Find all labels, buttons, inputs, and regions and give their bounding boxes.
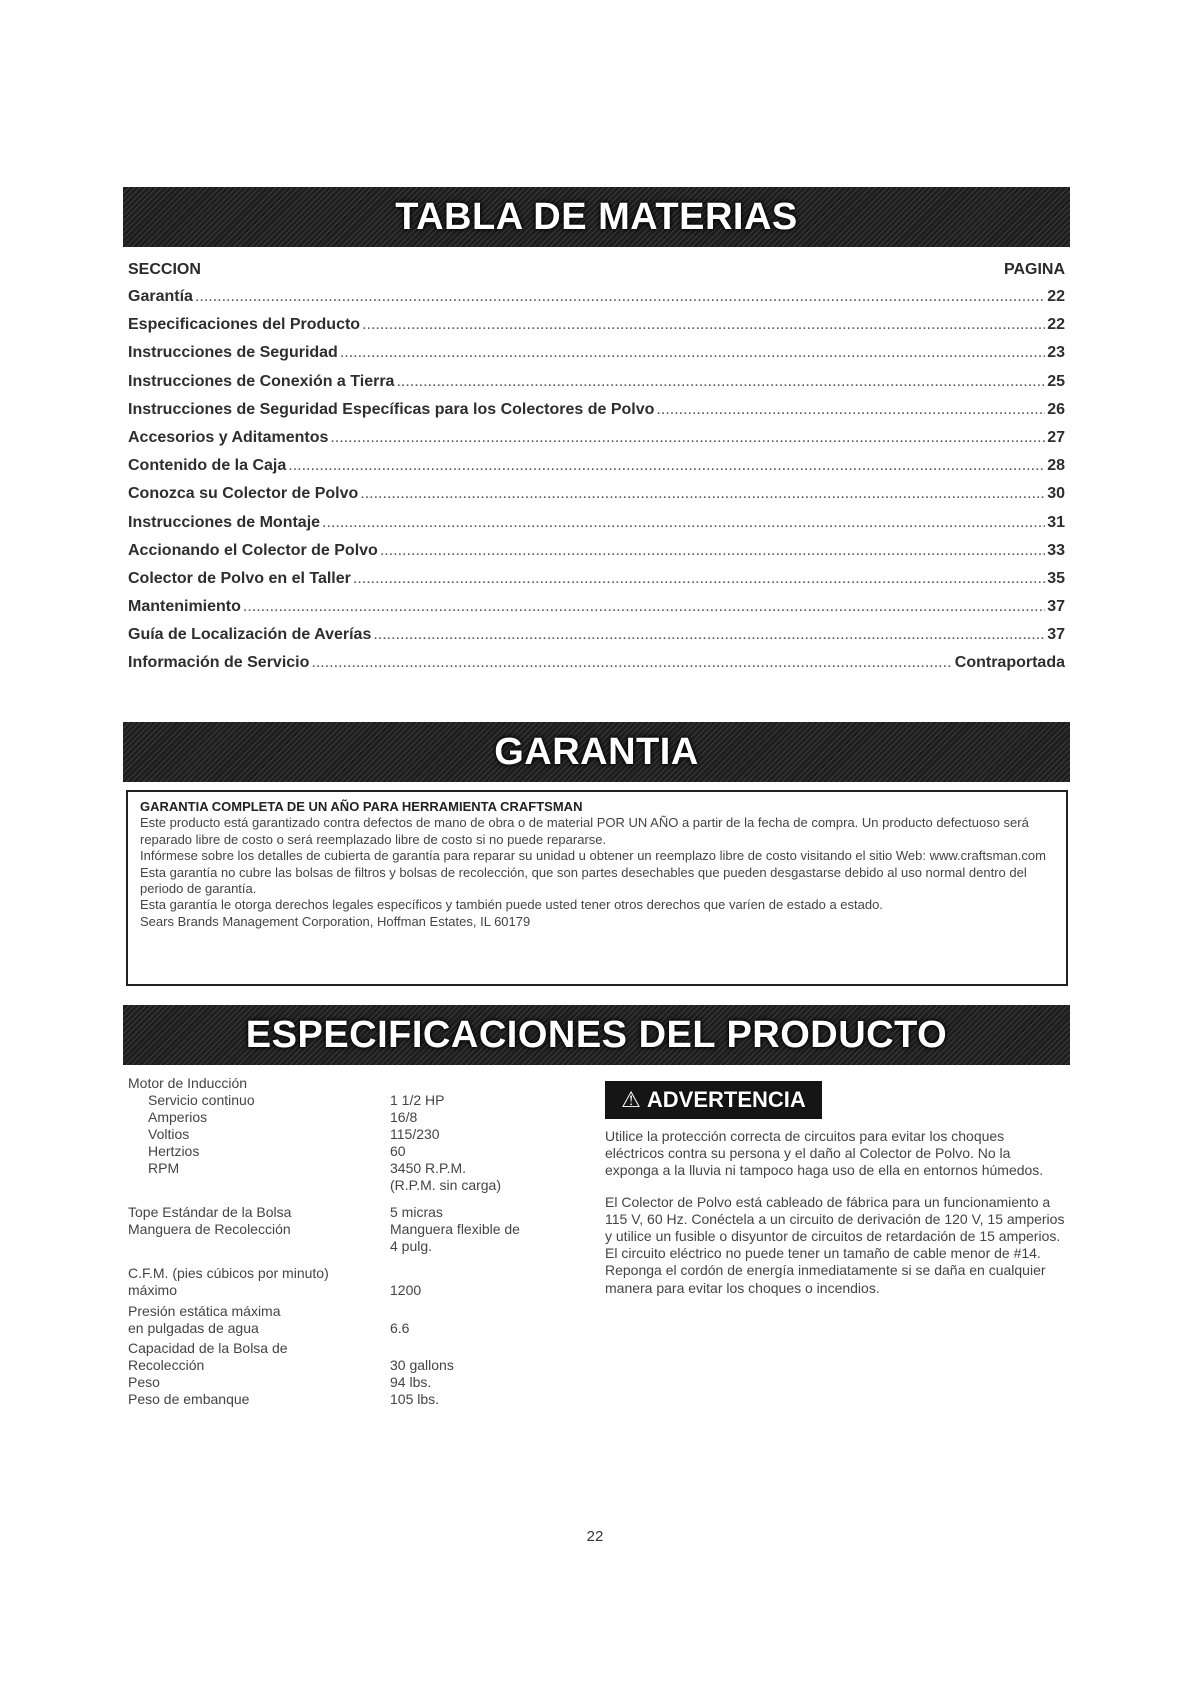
spec-row-servicio [128,1092,548,1109]
toc-item-conozca[interactable] [128,485,1065,513]
toc-leader-dots [311,654,952,672]
spec-value: 3450 R.P.M. [390,1160,467,1176]
toc-leader-dots [353,570,1045,588]
warning-paragraph: El Colector de Polvo está cableado de fábrica para un funcionamiento a 115 V, 60 Hz. Conéctela a un circuito de derivación de 120 V, 15 amperios y utilice un fusible o disyuntor de circuitos de retardación de 15 amperios. El circuito eléctrico no puede tener un tamaño de cable menor de #14. Reponga el cordón de energía inmediatamente si se daña en cualquier manera para evitar los choques o incendios. [605,1193,1065,1296]
toc-leader-dots [330,429,1045,447]
toc-item-conexion-tierra[interactable] [128,373,1065,401]
toc-item-page: 30 [1047,485,1065,503]
toc-item-page: 31 [1047,513,1065,531]
warning-text [605,1128,1065,1311]
toc-item-montaje[interactable] [128,514,1065,542]
page-number: 22 [586,1528,604,1545]
specs-banner [123,1005,1070,1065]
spec-row-capacidad-rec [128,1357,548,1374]
spec-row-hertzios [128,1143,548,1160]
toc-item-label: Accesorios y Aditamentos [128,428,329,446]
toc-item-label: Instrucciones de Conexión a Tierra [128,372,395,390]
spec-value: 30 gallons [390,1357,454,1373]
toc-leader-dots [362,316,1045,334]
toc-item-label: Conozca su Colector de Polvo [128,485,359,503]
spec-row-voltios [128,1126,548,1143]
spec-label: Peso de embanque [128,1391,250,1407]
spec-row-motor [128,1075,548,1092]
toc-item-label: Información de Servicio [128,654,310,672]
toc-item-page: 33 [1047,541,1065,559]
toc-item-garantia[interactable] [128,288,1065,316]
spec-row-amperios [128,1109,548,1126]
spec-row-cfm [128,1265,548,1282]
spec-label: Manguera de Recolección [128,1221,291,1237]
spec-label: Motor de Inducción [128,1075,248,1091]
spec-value: Manguera flexible de [390,1221,520,1237]
spec-row-manguera-size [128,1238,548,1255]
spec-value: 1 1/2 HP [390,1092,445,1108]
toc-leader-dots [322,514,1045,532]
toc-item-seguridad[interactable] [128,344,1065,372]
warning-triangle-icon: ⚠ [621,1087,641,1112]
toc-item-page: 25 [1047,372,1065,390]
toc-header-section: SECCION [128,261,201,278]
spec-label: Amperios [148,1109,208,1125]
toc-item-contenido-caja[interactable] [128,457,1065,485]
spec-value: 105 lbs. [390,1391,440,1407]
spec-label: Tope Estándar de la Bolsa [128,1204,292,1220]
toc-item-label: Mantenimiento [128,598,241,616]
spec-row-rpm-note [128,1177,548,1194]
spec-label: RPM [148,1160,180,1176]
warranty-paragraph: Este producto está garantizado contra defectos de mano de obra o de material POR UN AÑO a partir de la fecha de compra. Un producto defectuoso será reparado libre de costo o será reemplazado libre de costo si no puede repararse. [140,815,1029,847]
spec-row-manguera [128,1221,548,1238]
spec-row-cfm-max [128,1282,548,1299]
specs-table [128,1075,548,1408]
toc-item-label: Accionando el Colector de Polvo [128,541,378,559]
toc-banner [123,187,1070,247]
spec-row-peso-embanque [128,1391,548,1408]
spec-value: 1200 [390,1282,422,1298]
spec-row-tope [128,1204,548,1221]
specs-banner-title: ESPECIFICACIONES DEL PRODUCTO [245,1013,948,1056]
spec-label: Voltios [148,1126,190,1142]
toc-leader-dots [380,542,1045,560]
spec-label: Capacidad de la Bolsa de [128,1340,288,1356]
toc-item-seguridad-colectores[interactable] [128,401,1065,429]
spec-row-presion-agua [128,1320,548,1337]
spec-label: Recolección [128,1357,205,1373]
spec-label: máximo [128,1282,178,1298]
spec-row-presion [128,1303,548,1320]
toc-item-mantenimiento[interactable] [128,598,1065,626]
toc-item-label: Garantía [128,288,193,305]
toc-leader-dots [288,457,1045,475]
toc-item-page: 22 [1047,316,1065,334]
toc-item-label: Guía de Localización de Averías [128,626,372,644]
warranty-paragraph: Esta garantía no cubre las bolsas de filtros y bolsas de recolección, que son partes desechables que pueden desgastarse debido al uso normal dentro del periodo de garantía. [140,864,1027,897]
toc-item-label: Colector de Polvo en el Taller [128,569,351,587]
toc-item-page: 27 [1047,428,1065,446]
toc-item-page: 26 [1047,400,1065,418]
warning-badge [605,1081,822,1119]
spec-value: 4 pulg. [390,1238,433,1254]
spec-label: Peso [128,1374,160,1390]
toc-item-page: 22 [1047,288,1065,305]
toc-leader-dots [340,344,1045,362]
toc-item-label: Instrucciones de Montaje [128,513,321,531]
toc-item-servicio[interactable] [128,654,1065,682]
warning-badge-label: ADVERTENCIA [646,1087,806,1112]
warranty-paragraph: Infórmese sobre los detalles de cubierta de garantía para reparar su unidad u obtener un reemplazo libre de costo visitando el sitio Web: www.craftsman.com [140,848,1046,864]
toc-leader-dots [243,598,1045,616]
garantia-banner-title: GARANTIA [494,730,699,773]
warranty-box [126,790,1068,986]
toc-header-page: PAGINA [1003,261,1065,278]
spec-value: (R.P.M. sin carga) [390,1177,501,1193]
spec-value: 94 lbs. [390,1374,432,1390]
spec-row-peso [128,1374,548,1391]
warranty-address: Sears Brands Management Corporation, Hoffman Estates, IL 60179 [140,913,531,929]
warning-paragraph: Utilice la protección correcta de circuitos para evitar los choques eléctricos contra su persona y el daño al Colector de Polvo. No la exponga a la lluvia ni tampoco haga uso de ella en entornos húmedos. [605,1128,1044,1179]
toc-item-averias[interactable] [128,626,1065,654]
spec-value: 60 [390,1143,406,1159]
toc-item-page: 23 [1047,344,1065,362]
toc-item-taller[interactable] [128,570,1065,598]
spec-label: Hertzios [148,1143,200,1159]
toc-item-page: 35 [1047,569,1065,587]
toc-item-page: 37 [1047,598,1065,616]
spec-label: en pulgadas de agua [128,1320,259,1336]
toc-item-especificaciones[interactable] [128,316,1065,344]
spec-label: Presión estática máxima [128,1303,281,1319]
toc-item-accesorios[interactable] [128,429,1065,457]
toc-list [128,288,1065,683]
toc-header [128,261,1065,279]
spec-row-rpm [128,1160,548,1177]
toc-item-page: Contraportada [954,654,1065,672]
garantia-banner [123,722,1070,782]
spec-label: Servicio continuo [148,1092,255,1108]
toc-leader-dots [373,626,1045,644]
toc-item-page: 37 [1047,626,1065,644]
toc-leader-dots [656,401,1045,419]
toc-item-label: Instrucciones de Seguridad Específicas para los Colectores de Polvo [128,400,655,418]
spec-row-capacidad [128,1340,548,1357]
warranty-title: GARANTIA COMPLETA DE UN AÑO PARA HERRAMIENTA CRAFTSMAN [140,799,583,814]
toc-leader-dots [360,485,1045,503]
toc-banner-title: TABLA DE MATERIAS [395,195,798,238]
toc-item-label: Especificaciones del Producto [128,316,361,334]
spec-value: 6.6 [390,1320,410,1336]
toc-item-page: 28 [1047,457,1065,475]
toc-leader-dots [396,373,1045,391]
spec-value: 115/230 [390,1126,440,1142]
toc-leader-dots [195,288,1045,306]
spec-value: 16/8 [390,1109,418,1125]
toc-item-accionando[interactable] [128,542,1065,570]
warranty-paragraph: Esta garantía le otorga derechos legales específicos y también puede usted tener otros derechos que varíen de estado a estado. [140,897,883,913]
toc-item-label: Contenido de la Caja [128,457,287,475]
spec-label: C.F.M. (pies cúbicos por minuto) [128,1265,329,1281]
toc-item-label: Instrucciones de Seguridad [128,344,338,362]
spec-value: 5 micras [390,1204,443,1220]
